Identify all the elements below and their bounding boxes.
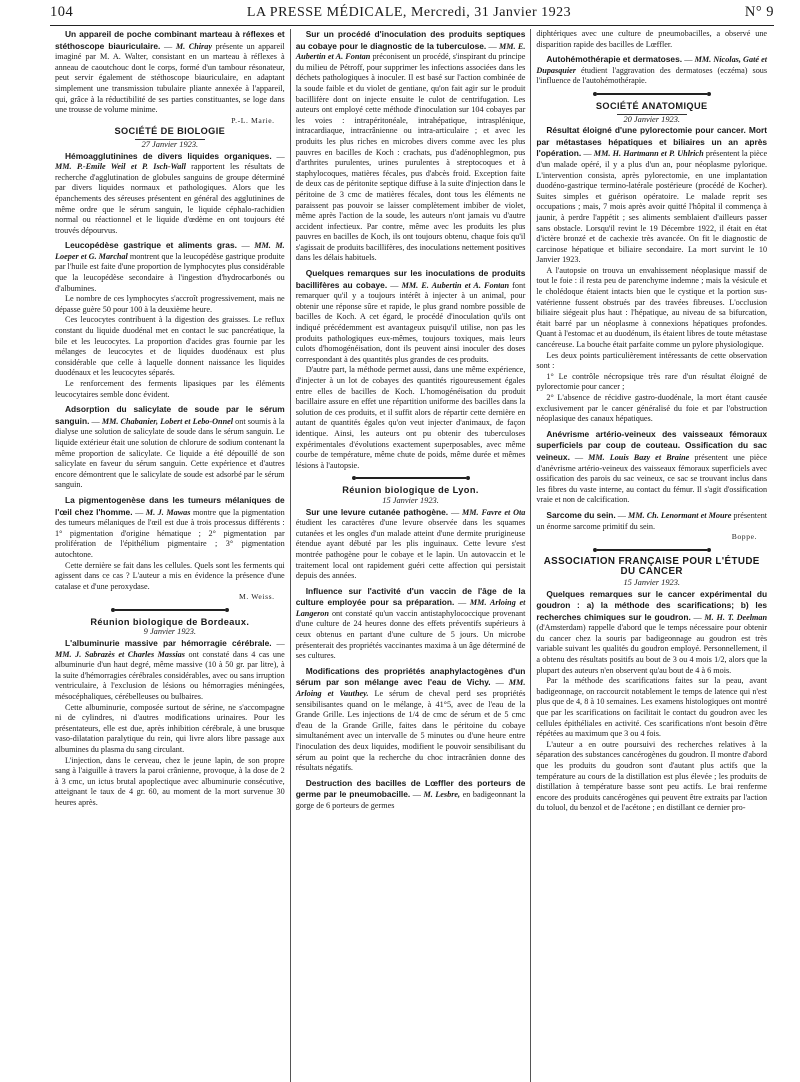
section-separator bbox=[536, 549, 767, 551]
article-vaccin: Influence sur l'activité d'un vaccin de l'âge de la culture employée pour sa préparation. — MM. Arloing et Langeron ont constaté qu'un vaccin antistaphylococcique provenant d'une culture de 24 heures donne des effets préventifs supérieurs à ceux obtenus en partant d'une culture de 5 jours. Un microbe présenterait des propriétés vaccinantes maxima à un âge déterminé de ses cultures. bbox=[295, 585, 526, 661]
article-serum-vichy: Modifications des propriétés anaphylactogènes d'un sérum par son mélange avec l'eau de Vichy. — MM. Arloing et Vauthey. Le sérum de cheval perd ses propriétés sensibilisantes quand on le mélange, à 41°5, avec de l'eau de la Grande Grille. Les injections de 1/4 de cmc de sérum et de 5 cmc d'eau de la Grande Grille, faites dans le péritoine du cobaye simultanément avec un intervalle de 5 minutes ou d'une heure entre l'inoculation des deux liquides, modifient le pouvoir sensibilisant du sérum au point que la recherche du choc intracrânien donne des résultats négatifs. bbox=[295, 665, 526, 773]
column-3 bbox=[531, 29, 772, 1082]
article-hemoagglutinines: Hémoagglutinines de divers liquides organiques. — MM. P.-Emile Weil et P. Isch-Wall rapportent les résultats de recherche d'agglutination de globules sanguins de groupe déterminé par divers liquides normaux et pathologiques. Alors que les épanchements des séreuses présentent en général des agglutinines de même ordre que le sérum sanguin, le liquide céphalo-rachidien normal ou réactionnel et le liquide d'œdème en ont toujours été trouvés dépourvus. bbox=[55, 150, 285, 235]
article-loeffler: Destruction des bacilles de Lœffler des porteurs de germe par le pneumobacille. — M. Lesbre, en badigeonnant la gorge de 6 porteurs de germes bbox=[295, 777, 526, 810]
page-number: 104 bbox=[50, 4, 74, 20]
journal-name: LA PRESSE MÉDICALE, bbox=[246, 5, 407, 20]
paragraph: diphtériques avec une culture de pneumobacilles, a observé une disparition rapide des bacilles de Lœffler. bbox=[536, 29, 768, 49]
section-separator bbox=[55, 609, 285, 611]
paragraph: L'injection, dans le cerveau, chez le jeune lapin, de son propre sang à l'aiguille à travers la paroi crânienne, provoque, à la dose de 2 à 3 cmc, un ictus brutal apoplectique avec albuminurie consécutive, atteignant le taux de 4 gr. 60, au moment de la mort survenue 30 heures après. bbox=[55, 755, 285, 807]
signature: Boppe. bbox=[731, 532, 758, 542]
column-2 bbox=[291, 29, 532, 1082]
page-header bbox=[50, 4, 774, 26]
paragraph: Cette dernière se fait dans les cellules. Quels sont les ferments qui agissent dans ce cas ? L'auteur a mis en évidence la présence d'une catalase et d'une peroxydase. bbox=[55, 560, 285, 591]
issue-number: N° 9 bbox=[744, 4, 774, 20]
paragraph: Les deux points particulièrement intéressants de cette observation sont : bbox=[536, 350, 768, 371]
paragraph: Par la méthode des scarifications faites sur la peau, avant badigeonnage, on raccourcit notablement le temps de latence qui n'est plus que de 4, 8 à 10 semaines. Les examens histologiques ont montré que par les scarifications on facilitait le contact du goudron avec les cellules épithéliales en activité. Ces scarifications n'ont besoin d'être répétées au maximum que 3 ou 4 fois. bbox=[536, 676, 768, 739]
article-levure: Sur une levure cutanée pathogène. — MM. Favre et Ota étudient les caractères d'une levure observée dans les squames cutanées et les ongles d'un malade atteint d'une dermite prurigineuse étendue ayant débuté par les plis inguinaux. Cette levure s'est montrée pathogène pour le cobaye et le lapin. Un autovaccin et le traitement local ont rapidement guéri cette affection qui persistait depuis des années. bbox=[295, 506, 526, 581]
paragraph: Le nombre de ces lymphocytes s'accroît progressivement, mais ne dépasse guère 50 pour 100 à la deuxième heure. bbox=[55, 294, 285, 314]
section-separator bbox=[536, 93, 767, 95]
section-title: ASSOCIATION FRANÇAISE POUR L'ÉTUDE DU CANCER bbox=[543, 555, 760, 578]
section-date: 27 Janvier 1923. bbox=[141, 139, 199, 149]
section-date: 20 Janvier 1923. bbox=[623, 114, 680, 124]
section-date: 15 Janvier 1923. bbox=[623, 577, 680, 587]
paragraph: Le renforcement des ferments lipasiques par les éléments leucocytaires semble donc évident. bbox=[55, 379, 285, 399]
paragraph: Cette albuminurie, composée surtout de sérine, ne s'accompagne ni de cylindres, ni d'autres modifications urinaires. Pour les présentateurs, elle est due, après inhibition cérébrale, à une brusque vaso-dilatation paralytique du rein, qui livre alors libre passage aux albumines du plasma du sang circulant. bbox=[55, 702, 285, 754]
paragraph: Ces leucocytes contribuent à la digestion des graisses. Le reflux constant du liquide duodénal met en contact le suc pancréatique, la bile et les leucocytes. La proportion d'acides gras fournie par les mélanges de leucocytes et de liquides duodénaux est plus considérable que celle à laquelle donnent naissance les liquides duodénaux et les leucocytes séparés. bbox=[55, 315, 285, 378]
columns bbox=[50, 29, 774, 1082]
paragraph: L'auteur a en outre poursuivi des recherches relatives à la séparation des substances cancérogènes du goudron. Il montre d'abord que les produits du goudron sont d'autant plus actifs que la température au cours de la distillation est plus élevée ; les produits de distillation à température basse sont peu actifs. Le brai renferme encore des produits cancérogènes qui peuvent être extraits par l'action du toluol, du benzol et de l'acétone ; en distillant ce dernier pro- bbox=[536, 739, 768, 813]
signature: M. Weiss. bbox=[239, 592, 275, 602]
header-rule bbox=[50, 25, 774, 26]
column-1 bbox=[50, 29, 291, 1082]
paragraph: A l'autopsie on trouva un envahissement néoplasique massif de tout le foie : il resta peu de parenchyme indemne ; mais la vésicule et le cholédoque étaient intacts bien que le cystique et la portion sus-vatérienne fussent obstrués par des travées fibreuses. L'occlusion biliaire siégeait plus haut : l'hépatique, au niveau de sa bifurcation, était barré par un néoplasme à connexions hépatiques profondes. Quant à l'estomac et au duodénum, ils étaient libres de toute métastase cancéreuse. La bouche était parfaite comme un pylore physiologique. bbox=[536, 265, 768, 350]
article-chiray: Un appareil de poche combinant marteau à réflexes et stéthoscope biauriculaire. — M. Chiray présente un appareil imaginé par M. A. Walter, consistant en un marteau à réflexes à anneau de caoutchouc dont le corps, formé d'un tambour résonateur, peut servir également de stéthoscope biauriculaire, en adaptant simplement une transmission tubulaire pliante annexée à l'appareil, qui, grâce à la réductibilité de ses parties constituantes, se loge dans une trousse de volume minime. bbox=[55, 29, 285, 115]
article-sarcome: Sarcome du sein. — MM. Ch. Lenormant et Moure présentent un énorme sarcome primitif du sein. bbox=[536, 509, 768, 531]
section-date: 9 Janvier 1923. bbox=[143, 627, 197, 637]
article-salicylate: Adsorption du salicylate de soude par le sérum sanguin. — MM. Chabanier, Lobert et Lebo-Onnel ont soumis à la dialyse une solution de salicylate de soude dans le sérum sanguin. Le liquide extérieur était une solution de chlorure de sodium contenant la même proportion de salicylate. Ce liquide a été dépouillé de son salicylate en faveur du sérum sanguin. Cette expérience et d'autres encore démontrent que le salicylate de soude est adsorbé par le sérum sanguin. bbox=[55, 404, 285, 490]
article-leucopedese: Leucopédèse gastrique et aliments gras. — MM. M. Loeper et G. Marchal montrent que la leucopédèse gastrique produite par l'huile est faite d'une proportion de lymphocytes plus considérable que la leucopédèse secondaire à l'ingestion d'hydrocarbonés ou d'albumines. bbox=[55, 240, 285, 293]
article-anevrisme: Anévrisme artério-veineux des vaisseaux fémoraux superficiels par coup de couteau. Ossification du sac veineux. — MM. Louis Bazy et Braine présentent une pièce d'anévrisme artério-veineux des vaisseaux fémoraux superficiels avec ossification des parois du sac veineux, ce sac se trouvant inclus dans les fibres du vaste interne, au contact du fémur. Il s'agit d'ossification vraie et non de calcification. bbox=[536, 428, 768, 505]
article-cancer-goudron: Quelques remarques sur le cancer expérimental du goudron : a) la méthode des scarifications; b) les recherches chimiques sur le goudron. — M. H. T. Deelman (d'Amsterdam) rappelle d'abord que le temps nécessaire pour obtenir du cancer chez la souris par badigeonnage au goudron est très variable suivant les qualités du goudron employé. Personnellement, il a obtenu des résultats positifs au bout de 3 ou 4 mois 1/2, alors que la plupart des auteurs n'en observent qu'au bout de 4 à 6 mois. bbox=[536, 588, 768, 675]
section-title: SOCIÉTÉ ANATOMIQUE bbox=[595, 100, 708, 111]
issue-date: Mercredi, 31 Janvier 1923 bbox=[410, 5, 572, 20]
section-title: Réunion biologique de Bordeaux. bbox=[90, 616, 250, 627]
paragraph: 1° Le contrôle nécropsique très rare d'un résultat éloigné de pylorectomie pour cancer ; bbox=[536, 371, 768, 392]
section-date: 15 Janvier 1923. bbox=[382, 495, 439, 505]
signature: P.-L. Marie. bbox=[231, 115, 275, 125]
paragraph: D'autre part, la méthode permet aussi, dans une même expérience, d'injecter à un lot de cobayes des quantités rigoureusement égales entre elles de bacilles de Koch. L'homogénéisation du produit bacillaire assure en effet une répartition uniforme des bacilles dans la solution de ces produits, et il suffit alors de répartir cette dernière en autant de quantités égales qu'on veut injecter d'animaux, de façon identique. Ainsi, les auteurs ont pu obtenir des tuberculoses expérimentales d'évolutions exactement superposables, avec même courbe de température, même chute de poids, même durée et mêmes lésions à l'autopsie. bbox=[295, 365, 526, 470]
section-title: Réunion biologique de Lyon. bbox=[342, 485, 479, 496]
section-separator bbox=[296, 477, 526, 479]
article-autohemotherapie: Autohémothérapie et dermatoses. — MM. Nicolas, Gaté et Dupasquier étudient l'aggravation des dermatoses (eczéma) sous l'influence de l'autohémothérapie. bbox=[536, 54, 768, 86]
journal-title-line bbox=[247, 5, 571, 21]
article-albuminurie: L'albuminurie massive par hémorragie cérébrale. — MM. J. Sabrazès et Charles Massias ont constaté dans 4 cas une albuminurie d'un haut degré, même massive (10 à 50 gr. par litre), à la suite d'hémorragies cérébrales considérables, avec ou sans irruption ventriculaire, à l'exclusion de lésions ou hémorragies méningées, mésocéphaliques, cérébelleuses ou bulbaires. bbox=[55, 638, 285, 702]
section-title: SOCIÉTÉ DE BIOLOGIE bbox=[114, 126, 226, 137]
article-inoculation: Sur un procédé d'inoculation des produits septiques au cobaye pour le diagnostic de la tuberculose. — MM. E. Aubertin et A. Fontan préconisent un procédé, s'inspirant du principe du milieu de Pétroff, pour supprimer les infections associées dans les déchets pathologiques à inoculer. Il est basé sur l'action combinée de la soude faible et du violet de gentiane, qu'on fait agir sur le produit bacillifère dont on injecte ensuite le culot de centrifugation. Les auteurs ont employé cette méthode d'inoculation sur 104 cobayes par les voies : intrapéritonéale, intrahépatique, intrasplénique, intracardiaque, intracrânienne ou intra-articulaire ; et avec les produits les plus riches en microbes divers comme avec les plus pauvres en bacilles de Koch : crachats, pus d'adénophlegmon, pus d'arthrites purulentes, urines purulentes à streptocoques et à staphylocoques, matières fécales, pus d'abcès froid. Exception faite de deux cas de péritonite septique diffuse à la suite d'injection dans le péritoine de 3 cmc de matières fécales, dont tous les éléments ne paraissent pas pouvoir se laisser complètement imbiber de violet, même après l'action de la soude, les auteurs n'ont jamais vu d'autre accident infectieux. Par contre, même avec les produits les plus pauvres en bacilles de Koch, ils ont toujours obtenu, chaque fois qu'il s'agissait de produits bacillifères, des inoculations nettement positives dans les délais habituels. bbox=[295, 29, 526, 263]
article-remarques-inoculations: Quelques remarques sur les inoculations de produits bacillifères au cobaye. — MM. E. Aubertin et A. Fontan font remarquer qu'il y a toujours intérêt à injecter à un animal, pour obtenir une réponse sûre et rapide, le plus grand nombre possible de bacilles de Koch. A cet égard, le procédé d'inoculation qu'ils ont indiqué précédemment est avantageux puisqu'il utilise, non pas les produits pathologiques eux-mêmes, toujours toxiques, mais leurs culots d'homogénéisation, dont ils peuvent ainsi inoculer des doses correspondant à des quantités plus grandes de ces produits. bbox=[295, 268, 526, 364]
article-pigmentogenese: La pigmentogenèse dans les tumeurs mélaniques de l'œil chez l'homme. — M. J. Mawas montre que la pigmentation des tumeurs mélaniques de l'œil est due à trois processus différents : 1° pigmentation d'origine hématique ; 2° pigmentation par prolifération de l'épithélium pigmentaire ; 3° pigmentation autochtone. bbox=[55, 494, 285, 559]
article-pylorectomie: Résultat éloigné d'une pylorectomie pour cancer. Mort par métastases hépatiques et biliaires un an après l'opération. — MM. H. Hartmann et P. Uhlrich présentent la pièce d'un malade opéré, il y a plus d'un an, pour néoplasme pylorique. L'intervention consista, après pylorectomie, en une implantation duodéno-gastrique termino-latérale postérieure (procédé de Kocher). Suites simples et guérison opératoire. Le malade reprit ses occupations ; mais, 7 mois après avoir quitté l'hôpital il commença à jaunir, à perdre l'appétit ; ses aliments semblaient d'ailleurs passer sans obstacle. Lorsqu'il revint le 19 Décembre 1922, il était en état d'ictère bronzé et de cachexie très avancée. On fit le diagnostic de carcinose hépatique et biliaire secondaire. La mort survint le 10 Janvier 1923. bbox=[536, 125, 768, 265]
paragraph: 2° L'absence de récidive gastro-duodénale, la mort étant causée exclusivement par le cancer généralisé du foie et par l'obstruction néoplasique des canaux hépatiques. bbox=[536, 393, 768, 424]
